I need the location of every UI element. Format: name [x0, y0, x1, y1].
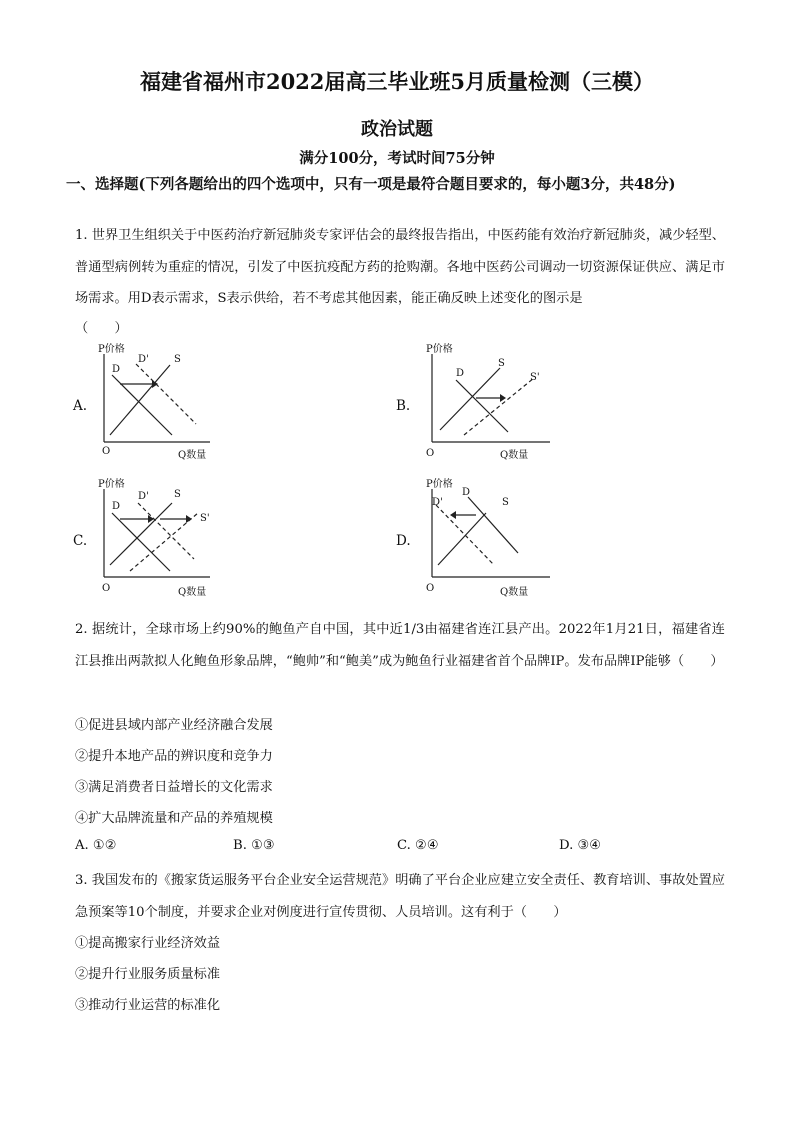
question-1-blank: （ ） [75, 321, 128, 336]
question-3-statement-1: ①提高搬家行业经济效益 [75, 936, 221, 951]
graph-a-y-label: P价格 [98, 344, 125, 355]
question-2-option-c: C. ②④ [397, 838, 439, 853]
graph-d-option: D. [396, 533, 411, 549]
graph-a-label-3: S [174, 354, 181, 365]
graph-c-origin: O [102, 583, 111, 594]
question-2-statement-2: ②提升本地产品的辨识度和竞争力 [75, 749, 273, 764]
graph-b-y-label: P价格 [426, 344, 453, 355]
graph-c-label-2: D [112, 501, 121, 512]
graph-c-supply-arrowhead [186, 515, 192, 523]
graph-b [418, 340, 568, 465]
graph-a-option: A. [73, 398, 88, 414]
graph-c-x-label: Q数量 [178, 587, 207, 598]
graph-b-supply-line [440, 368, 500, 430]
graph-b-origin: O [426, 448, 435, 459]
question-2-option-a: A. ①② [75, 838, 117, 853]
graph-b-option: B. [396, 398, 411, 414]
graph-d [418, 475, 568, 600]
question-2-option-d: D. ③④ [559, 838, 602, 853]
question-3-statement-2: ②提升行业服务质量标准 [75, 967, 221, 982]
graph-b-label-2: S [498, 358, 505, 369]
graph-b-new-supply-line [464, 378, 534, 435]
graph-d-label-2: D [462, 487, 471, 498]
graph-a-origin: O [102, 446, 111, 457]
graph-d-y-label: P价格 [426, 479, 453, 490]
page-title: 福建省福州市2022届高三毕业班5月质量检测（三模） [139, 69, 655, 94]
graph-d-label-3: S [502, 497, 509, 508]
graph-d-label-1: D' [432, 497, 443, 508]
graph-a-arrowhead [152, 380, 158, 388]
graph-c-y-label: P价格 [98, 479, 125, 490]
graph-a [90, 340, 220, 465]
graph-b-arrowhead [500, 394, 506, 402]
graph-b-x-label: Q数量 [500, 450, 529, 461]
exam-meta: 满分100分，考试时间75分钟 [299, 150, 495, 167]
graph-c [90, 475, 225, 600]
graph-d-arrowhead [450, 511, 456, 519]
question-2-statement-4: ④扩大品牌流量和产品的养殖规模 [75, 811, 273, 826]
section-heading: 一、选择题(下列各题给出的四个选项中，只有一项是最符合题目要求的，每小题3分，共48分) [66, 176, 676, 193]
question-2-stem: 2. 据统计，全球市场上约90%的鲍鱼产自中国，其中近1/3由福建省连江县产出。2022年1月21日，福建省连江县推出两款拟人化鲍鱼形象品牌，“鲍帅”和“鲍美”成为鲍鱼行业福建省首个品牌IP。发布品牌IP能够（ ） [75, 622, 725, 669]
question-3-stem: 3. 我国发布的《搬家货运服务平台企业安全运营规范》明确了平台企业应建立安全责任、教育培训、事故处置应急预案等10个制度，并要求企业对例度进行宣传贯彻、人员培训。这有利于（ ） [75, 873, 725, 920]
graph-c-label-1: D' [138, 491, 149, 502]
subject-title: 政治试题 [361, 119, 433, 140]
graph-c-new-demand-line [138, 503, 194, 559]
graph-b-label-3: S' [530, 372, 540, 383]
question-3-statement-3: ③推动行业运营的标准化 [75, 998, 221, 1013]
question-2-statement-3: ③满足消费者日益增长的文化需求 [75, 780, 273, 795]
graph-d-x-label: Q数量 [500, 587, 529, 598]
graph-a-x-label: Q数量 [178, 450, 207, 461]
question-1-stem: 1. 世界卫生组织关于中医药治疗新冠肺炎专家评估会的最终报告指出，中医药能有效治疗新冠肺炎，减少轻型、普通型病例转为重症的情况，引发了中医抗疫配方药的抢购潮。各地中医药公司调动一切资源保证供应、满足市场需求。用D表示需求，S表示供给，若不考虑其他因素，能正确反映上述变化的图示是 [75, 228, 725, 306]
graph-b-label-1: D [456, 368, 465, 379]
graph-a-label-1: D' [138, 354, 149, 365]
graph-c-label-4: S' [200, 513, 210, 524]
graph-d-origin: O [426, 583, 435, 594]
graph-c-label-3: S [174, 489, 181, 500]
graph-c-supply-line [110, 503, 172, 565]
graph-a-label-2: D [112, 364, 121, 375]
question-2-option-b: B. ①③ [233, 838, 275, 853]
graph-c-option: C. [73, 533, 88, 549]
graph-d-supply-line [438, 513, 486, 565]
question-2-statement-1: ①促进县域内部产业经济融合发展 [75, 718, 273, 733]
